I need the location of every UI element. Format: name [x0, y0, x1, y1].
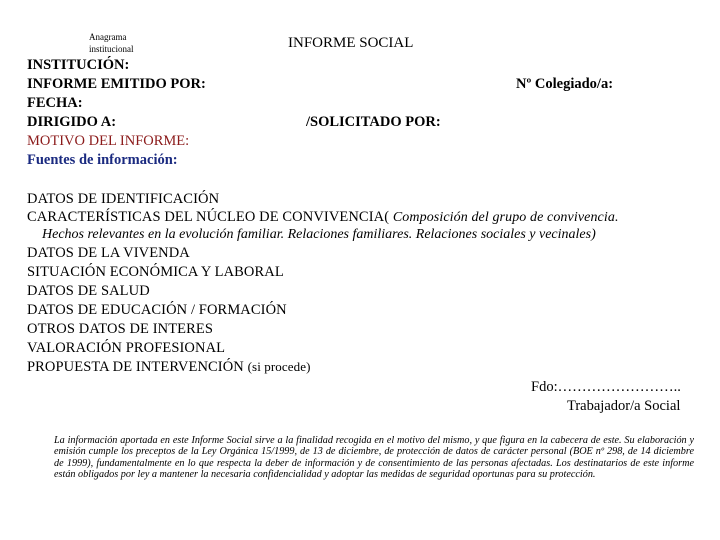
field-motivo: MOTIVO DEL INFORME: — [27, 133, 190, 149]
institutional-logo-placeholder — [89, 31, 134, 55]
signature-fdo: Fdo:…………………….. — [531, 379, 681, 395]
field-emitido-por: INFORME EMITIDO POR: — [27, 76, 206, 92]
section-nucleo-label: CARACTERÍSTICAS DEL NÚCLEO DE CONVIVENCIA( — [27, 209, 393, 225]
document-title: INFORME SOCIAL — [288, 35, 414, 51]
section-nucleo-subtext: Hechos relevantes en la evolución familiar. Relaciones familiares. Relaciones sociales y vecinales) — [42, 227, 596, 242]
section-educacion: DATOS DE EDUCACIÓN / FORMACIÓN — [27, 302, 287, 318]
field-colegiado: Nº Colegiado/a: — [516, 76, 614, 92]
field-dirigido-a: DIRIGIDO A: — [27, 114, 117, 130]
signature-role: Trabajador/a Social — [567, 398, 681, 414]
section-nucleo-italic: Composición del grupo de convivencia. — [392, 210, 619, 225]
section-identificacion: DATOS DE IDENTIFICACIÓN — [27, 191, 220, 207]
field-fuentes: Fuentes de información: — [27, 152, 178, 168]
legal-disclaimer: La información aportada en este Informe Social sirve a la finalidad recogida en el motivo del mismo, y que figura en la cabecera de este. Su elaboración y emisión cumple los preceptos de la Ley Orgánica 15/1999, de 13 de diciembre, de protección de datos de carácter personal (BOE nº 298, de 14 diciembre de 1999), fundamentalmente en lo que respecta la deber de información y de consentimiento de las personas afectadas. Los destinatarios de este informe están obligados por ley a mantener la necesaria confidencialidad y adoptar las medidas de seguridad oportunas para su protección. — [54, 435, 694, 480]
section-nucleo — [27, 209, 619, 226]
section-propuesta — [27, 359, 311, 376]
section-vivienda: DATOS DE LA VIVENDA — [27, 245, 190, 261]
section-propuesta-label: PROPUESTA DE INTERVENCIÓN — [27, 359, 248, 375]
field-solicitado-por: /SOLICITADO POR: — [306, 114, 441, 130]
section-valoracion: VALORACIÓN PROFESIONAL — [27, 340, 226, 356]
field-institucion: INSTITUCIÓN: — [27, 57, 130, 73]
logo-line-2: institucional — [89, 44, 134, 54]
section-otros: OTROS DATOS DE INTERES — [27, 321, 214, 337]
logo-line-1: Anagrama — [89, 32, 127, 42]
section-economica: SITUACIÓN ECONÓMICA Y LABORAL — [27, 264, 284, 280]
field-fecha: FECHA: — [27, 95, 83, 111]
section-propuesta-note: (si procede) — [247, 359, 311, 374]
section-salud: DATOS DE SALUD — [27, 283, 150, 299]
